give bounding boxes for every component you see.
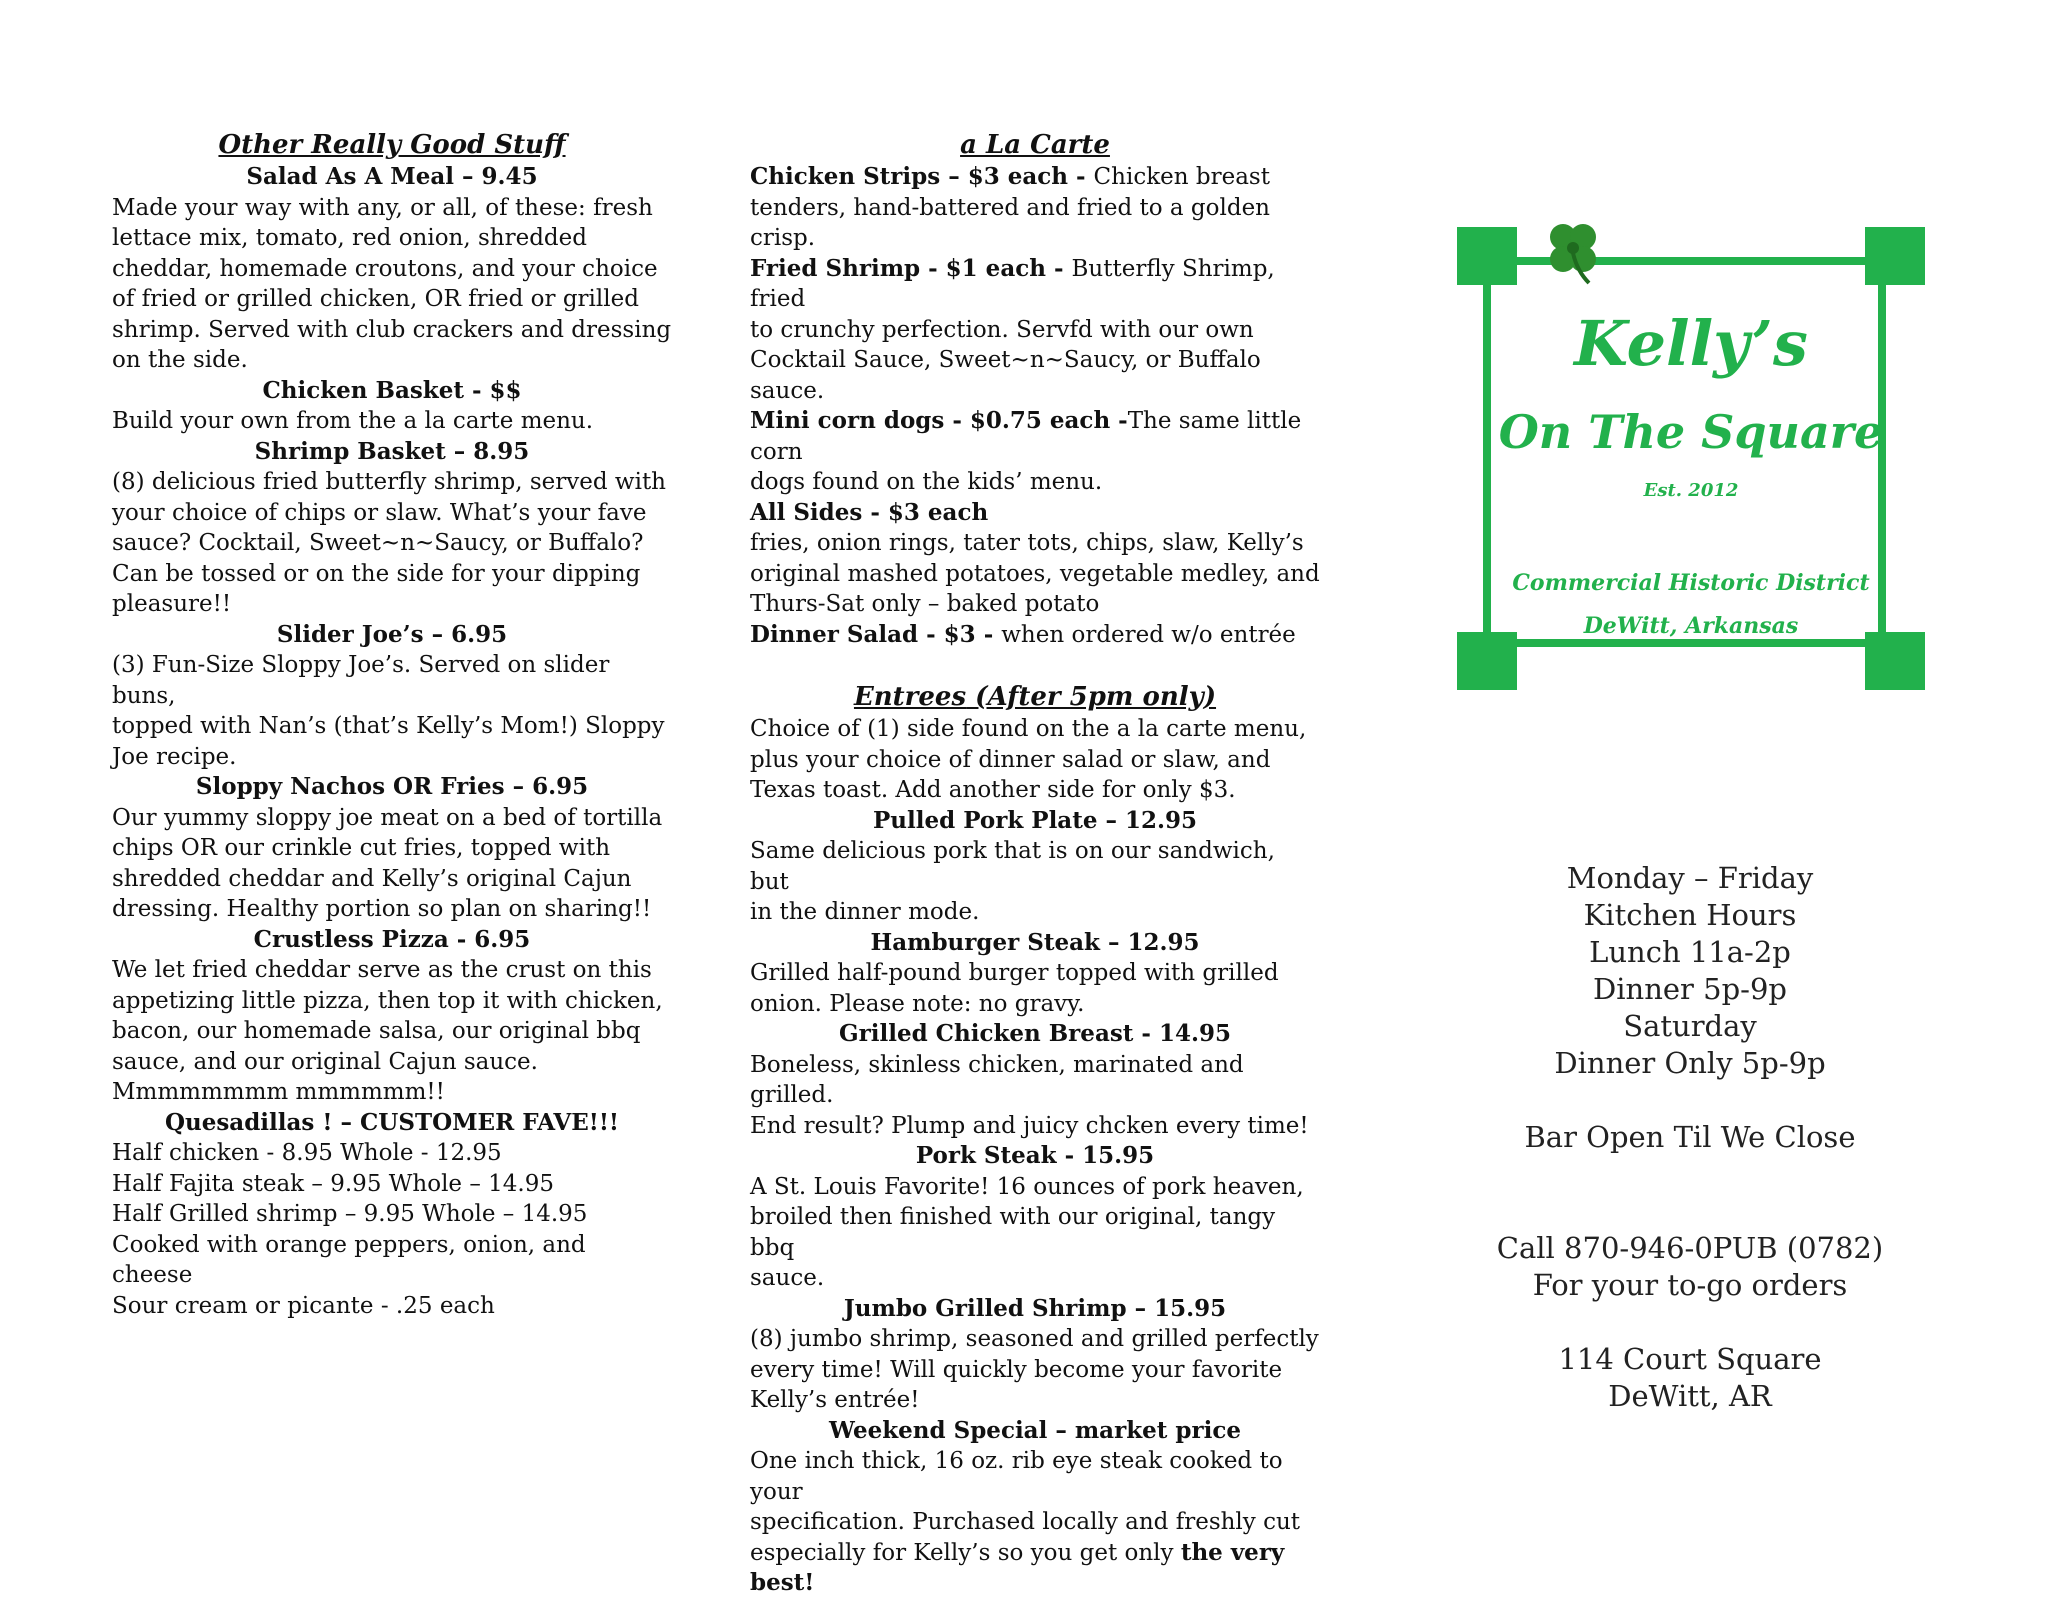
a-la-carte-item bbox=[750, 254, 1320, 407]
spacer bbox=[750, 650, 1320, 680]
entrees-heading-text: Entrees bbox=[853, 682, 967, 712]
entree-title: Weekend Special – market price bbox=[829, 1416, 1241, 1444]
menu-item-title: Quesadillas ! – CUSTOMER FAVE!!! bbox=[164, 1108, 620, 1136]
menu-item bbox=[112, 162, 672, 376]
spacer bbox=[1460, 1082, 1920, 1119]
logo-est: Est. 2012 bbox=[1643, 480, 1739, 501]
logo-corner bbox=[1865, 227, 1925, 285]
entrees-intro: Choice of (1) side found on the a la carte menu, plus your choice of dinner salad or slaw, and Texas toast. Add another side for only $3. bbox=[750, 716, 1307, 803]
hours-kitchen-label: Kitchen Hours bbox=[1583, 898, 1797, 932]
section-heading-other-stuff: Other Really Good Stuff bbox=[218, 130, 566, 160]
a-la-carte-item bbox=[750, 620, 1320, 651]
spacer bbox=[1460, 1156, 1920, 1193]
entree-desc: Same delicious pork that is on our sandwich, but in the dinner mode. bbox=[750, 838, 1275, 925]
a-la-carte-item-desc: Chicken breast tenders, hand-battered and fried to a golden crisp. bbox=[750, 164, 1270, 251]
menu-item bbox=[112, 925, 672, 1108]
menu-item-desc: (8) delicious fried butterfly shrimp, served with your choice of chips or slaw. What’s your fave sauce? Cocktail, Sweet~n~Saucy, or Buffalo? Can be tossed or on the side for your dipping pleasure!! bbox=[112, 469, 666, 617]
entree-item bbox=[750, 1019, 1320, 1141]
entree-item bbox=[750, 928, 1320, 1020]
menu-item-desc: Our yummy sloppy joe meat on a bed of tortilla chips OR our crinkle cut fries, topped with shredded cheddar and Kelly’s original Cajun dressing. Healthy portion so plan on sharing!! bbox=[112, 804, 663, 922]
a-la-carte-item-desc: fries, onion rings, tater tots, chips, slaw, Kelly’s original mashed potatoes, vegetable medley, and Thurs-Sat only – baked potato bbox=[750, 530, 1320, 617]
entree-desc: Boneless, skinless chicken, marinated and grilled. End result? Plump and juicy chcken every time! bbox=[750, 1051, 1309, 1139]
restaurant-logo bbox=[1457, 215, 1925, 690]
entree-desc-bold: the very best! bbox=[750, 1538, 1285, 1596]
entree-desc: A St. Louis Favorite! 16 ounces of pork heaven, broiled then finished with our original, tangy bbq sauce. bbox=[750, 1173, 1304, 1291]
address-street: 114 Court Square bbox=[1558, 1342, 1822, 1376]
a-la-carte-item-name: All Sides - $3 each bbox=[750, 498, 989, 526]
menu-item-desc: We let fried cheddar serve as the crust on this appetizing little pizza, then top it with chicken, bacon, our homemade salsa, our original bbq sauce, and our original Cajun sauce. Mmmmmmmm mmmmmm!! bbox=[112, 957, 663, 1105]
entree-title: Grilled Chicken Breast - 14.95 bbox=[838, 1020, 1231, 1047]
entree-item bbox=[750, 1416, 1320, 1599]
four-leaf-clover-icon bbox=[1537, 215, 1609, 287]
a-la-carte-item-desc: when ordered w/o entrée bbox=[1001, 621, 1296, 648]
section-heading-a-la-carte: a La Carte bbox=[960, 130, 1110, 160]
hours-lunch: Lunch 11a-2p bbox=[1589, 935, 1791, 969]
a-la-carte-item-name: Chicken Strips – $3 each - bbox=[750, 163, 1094, 190]
entree-item bbox=[750, 1294, 1320, 1416]
a-la-carte-item-name: Dinner Salad - $3 - bbox=[750, 620, 1002, 648]
hours-dinner: Dinner 5p-9p bbox=[1593, 972, 1787, 1006]
hours-and-contact bbox=[1460, 860, 1920, 1415]
a-la-carte-item-name: Mini corn dogs - $0.75 each - bbox=[750, 407, 1128, 434]
entrees-heading-suffix: (After 5pm only) bbox=[966, 682, 1217, 712]
phone-number: Call 870-946-0PUB (0782) bbox=[1496, 1231, 1884, 1265]
a-la-carte-item-desc: The same little corn dogs found on the kids’ menu. bbox=[750, 408, 1302, 495]
entree-item bbox=[750, 1141, 1320, 1294]
hours-days-weekday: Monday – Friday bbox=[1566, 861, 1814, 895]
entree-desc-text: One inch thick, 16 oz. rib eye steak cooked to your specification. Purchased locally and freshly cut especially for Kelly’s so you get only bbox=[750, 1448, 1301, 1566]
menu-item-desc: Build your own from the a la carte menu. bbox=[112, 408, 594, 434]
menu-item bbox=[112, 772, 672, 925]
logo-corner bbox=[1457, 632, 1517, 690]
logo-corner bbox=[1457, 227, 1517, 285]
entree-item bbox=[750, 806, 1320, 928]
menu-item-desc: Half chicken - 8.95 Whole - 12.95 Half Fajita steak – 9.95 Whole – 14.95 Half Grilled shrimp – 9.95 Whole – 14.95 Cooked with orange peppers, onion, and cheese Sour cream or picante - .25 each bbox=[112, 1140, 588, 1319]
entree-desc: Grilled half-pound burger topped with grilled onion. Please note: no gravy. bbox=[750, 960, 1279, 1017]
middle-column bbox=[750, 128, 1320, 1599]
entree-desc: (8) jumbo shrimp, seasoned and grilled perfectly every time! Will quickly become your favorite Kelly’s entrée! bbox=[750, 1326, 1319, 1413]
menu-item-title: Chicken Basket - $$ bbox=[262, 376, 522, 404]
to-go-note: For your to-go orders bbox=[1532, 1268, 1848, 1302]
menu-item bbox=[112, 1108, 672, 1322]
menu-item-desc: (3) Fun-Size Sloppy Joe’s. Served on slider buns, topped with Nan’s (that’s Kelly’s Mom!) Sloppy Joe recipe. bbox=[112, 652, 665, 770]
entree-title: Hamburger Steak – 12.95 bbox=[870, 928, 1200, 956]
entree-title: Pork Steak - 15.95 bbox=[915, 1142, 1155, 1169]
entree-title: Pulled Pork Plate – 12.95 bbox=[872, 806, 1198, 834]
entree-desc bbox=[750, 1446, 1320, 1599]
bar-hours: Bar Open Til We Close bbox=[1524, 1120, 1856, 1154]
a-la-carte-item bbox=[750, 498, 1320, 620]
menu-item-desc: Made your way with any, or all, of these: fresh lettace mix, tomato, red onion, shredded cheddar, homemade croutons, and your choice of fried or grilled chicken, OR fried or grilled shrimp. Served with club crackers and dressing on the side. bbox=[112, 194, 672, 373]
menu-item bbox=[112, 620, 672, 773]
menu-item bbox=[112, 437, 672, 620]
a-la-carte-item-name: Fried Shrimp - $1 each - bbox=[750, 254, 1072, 282]
menu-item-title: Salad As A Meal – 9.45 bbox=[246, 163, 538, 190]
a-la-carte-item bbox=[750, 162, 1320, 254]
menu-item-title: Crustless Pizza - 6.95 bbox=[253, 925, 531, 953]
menu-item-title: Sloppy Nachos OR Fries – 6.95 bbox=[195, 773, 589, 800]
address-city: DeWitt, AR bbox=[1608, 1379, 1772, 1413]
menu-item-title: Slider Joe’s – 6.95 bbox=[276, 620, 508, 648]
section-heading-entrees bbox=[750, 680, 1320, 714]
menu-item-title: Shrimp Basket – 8.95 bbox=[254, 437, 530, 465]
menu-item bbox=[112, 376, 672, 437]
a-la-carte-item-desc: Butterfly Shrimp, fried to crunchy perfection. Servfd with our own Cocktail Sauce, Sweet~n~Saucy, or Buffalo sauce. bbox=[750, 255, 1275, 404]
entree-title: Jumbo Grilled Shrimp – 15.95 bbox=[843, 1294, 1227, 1322]
spacer bbox=[1460, 1193, 1920, 1230]
hours-days-saturday: Saturday bbox=[1623, 1009, 1757, 1043]
logo-corner bbox=[1865, 632, 1925, 690]
left-column bbox=[112, 128, 672, 1321]
logo-name: Kelly’s bbox=[1574, 307, 1808, 380]
hours-saturday: Dinner Only 5p-9p bbox=[1554, 1046, 1826, 1080]
logo-subtitle: On The Square bbox=[1498, 405, 1884, 459]
spacer bbox=[1460, 1304, 1920, 1341]
logo-city: DeWitt, Arkansas bbox=[1583, 613, 1799, 639]
logo-district: Commercial Historic District bbox=[1512, 570, 1870, 596]
a-la-carte-item bbox=[750, 406, 1320, 498]
